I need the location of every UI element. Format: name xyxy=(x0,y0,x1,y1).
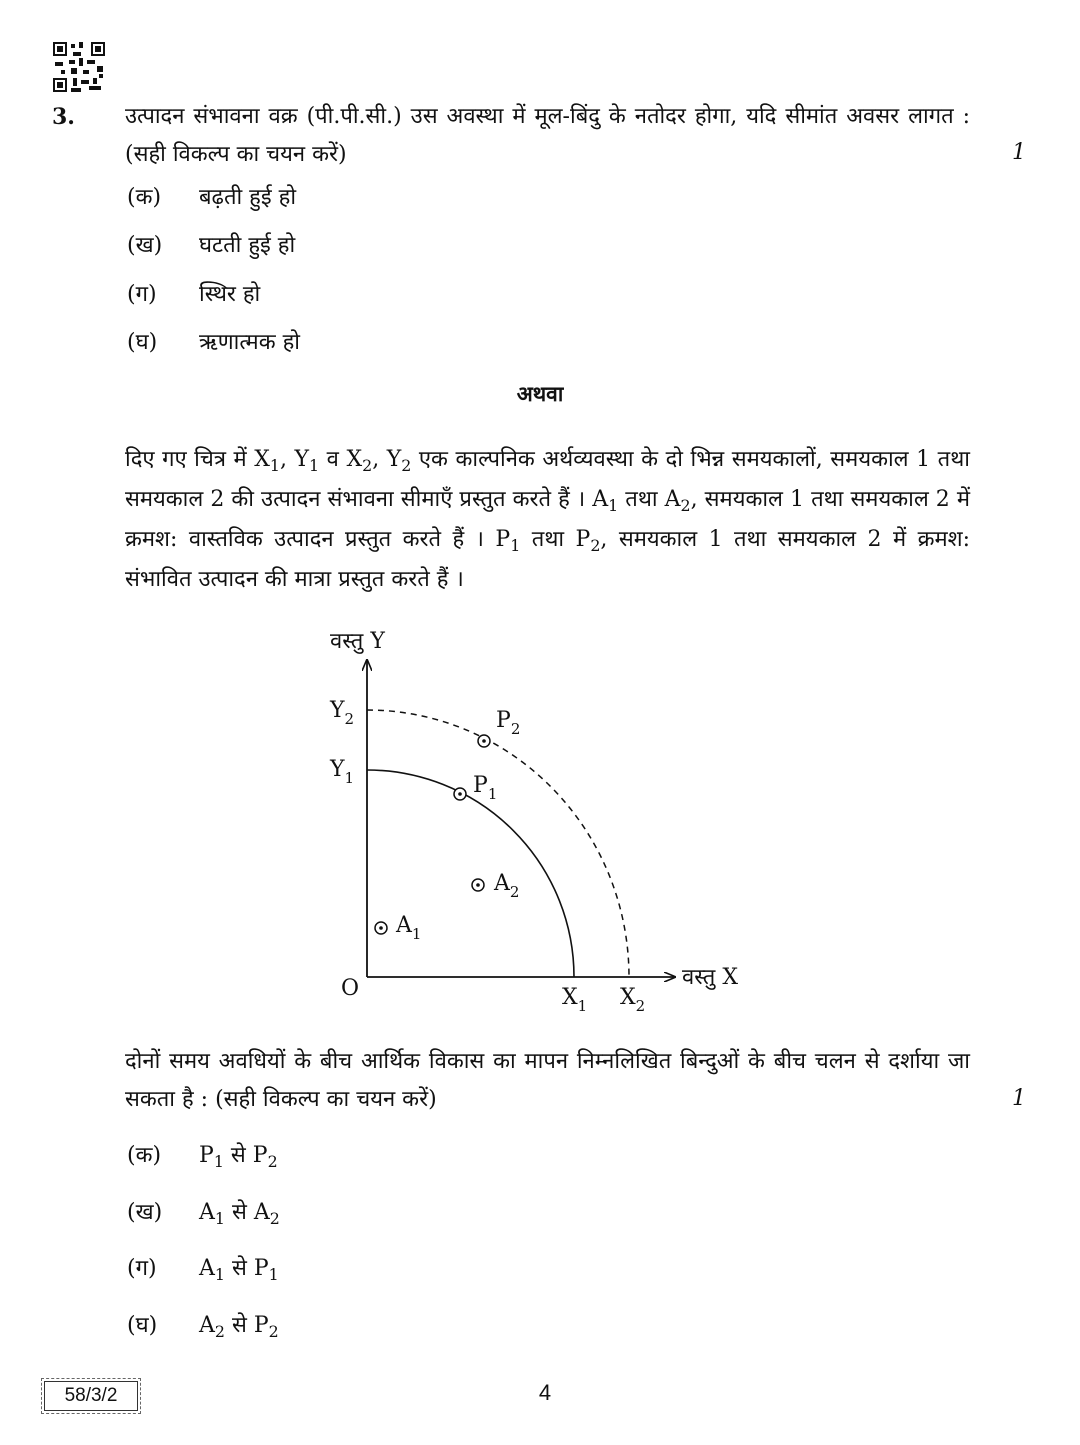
alt-question-intro: दिए गए चित्र में $X_1$, $Y_1$ व $X_2$, $Y_2$ एक काल्पनिक अर्थव्यवस्था के दो भिन्न समयकालों, समयकाल 1 तथा समयकाल 2 की उत्पादन संभावना सीमाएँ प्रस्तुत करते हैं । $A_1$ तथा $A_2$, समयकाल 1 तथा समयकाल 2 में क्रमश: वास्तविक उत्पादन प्रस्तुत करते हैं । $P_1$ तथा $P_2$, समयकाल 1 तथा समयकाल 2 में क्रमश: संभावित उत्पादन की मात्रा प्रस्तुत करते हैं । xyxy=(125,447,971,592)
option-label: (क) xyxy=(127,185,162,210)
x-axis-label: वस्तु X xyxy=(682,965,738,990)
alt-option-kha xyxy=(127,1197,280,1229)
option-text: घटती हुई हो xyxy=(199,233,296,258)
point-p1-marker xyxy=(454,788,466,800)
label-y2: $Y_2$ xyxy=(330,698,355,728)
option-label: (घ) xyxy=(127,1313,158,1338)
option-text: स्थिर हो xyxy=(199,282,261,307)
option-text: ऋणात्मक हो xyxy=(199,330,300,355)
y-axis-label: वस्तु Y xyxy=(330,629,385,654)
ppc-curve-1 xyxy=(367,770,574,977)
origin-label: O xyxy=(341,976,360,1001)
paper-code: 58/3/2 xyxy=(44,1381,138,1411)
option-label: (ग) xyxy=(127,282,157,307)
label-p2: $P_2$ xyxy=(496,708,521,738)
option-text: $A_1$ से $P_1$ xyxy=(199,1256,279,1284)
point-p2-marker xyxy=(478,735,490,747)
option-label: (ग) xyxy=(127,1256,157,1281)
question-number: 3. xyxy=(52,104,75,130)
alt-question-text: दोनों समय अवधियों के बीच आर्थिक विकास का मापन निम्नलिखित बिन्दुओं के बीच चलन से दर्शाया जा सकता है : (सही विकल्प का चयन करें) xyxy=(125,1049,970,1112)
option-label: (ख) xyxy=(127,233,163,258)
label-p1: $P_1$ xyxy=(473,773,498,803)
label-y1: $Y_1$ xyxy=(330,757,355,787)
option-label: (घ) xyxy=(127,330,158,355)
option-label: (क) xyxy=(127,1143,162,1168)
option-label: (ख) xyxy=(127,1200,163,1225)
label-x2: $X_2$ xyxy=(620,985,646,1015)
option-text: $P_1$ से $P_2$ xyxy=(199,1143,278,1171)
alt-option-ka xyxy=(127,1140,278,1172)
option-text: बढ़ती हुई हो xyxy=(199,185,297,210)
alt-option-gha xyxy=(127,1310,279,1342)
label-a2: $A_2$ xyxy=(494,871,520,901)
point-a2-marker xyxy=(472,879,484,891)
option-text: $A_1$ से $A_2$ xyxy=(199,1200,280,1228)
point-a1-marker xyxy=(375,922,387,934)
page-number: 4 xyxy=(538,1380,552,1405)
label-a1: $A_1$ xyxy=(396,913,422,943)
label-x1: $X_1$ xyxy=(562,985,588,1015)
option-text: $A_2$ से $P_2$ xyxy=(199,1313,279,1341)
question-marks: 1 xyxy=(1012,140,1026,165)
question-text: उत्पादन संभावना वक्र (पी.पी.सी.) उस अवस्था में मूल-बिंदु के नतोदर होगा, यदि सीमांत अवसर लागत : (सही विकल्प का चयन करें) xyxy=(125,104,970,167)
alt-question-marks: 1 xyxy=(1012,1086,1026,1111)
or-divider: अथवा xyxy=(516,381,564,406)
alt-option-ga xyxy=(127,1253,279,1285)
